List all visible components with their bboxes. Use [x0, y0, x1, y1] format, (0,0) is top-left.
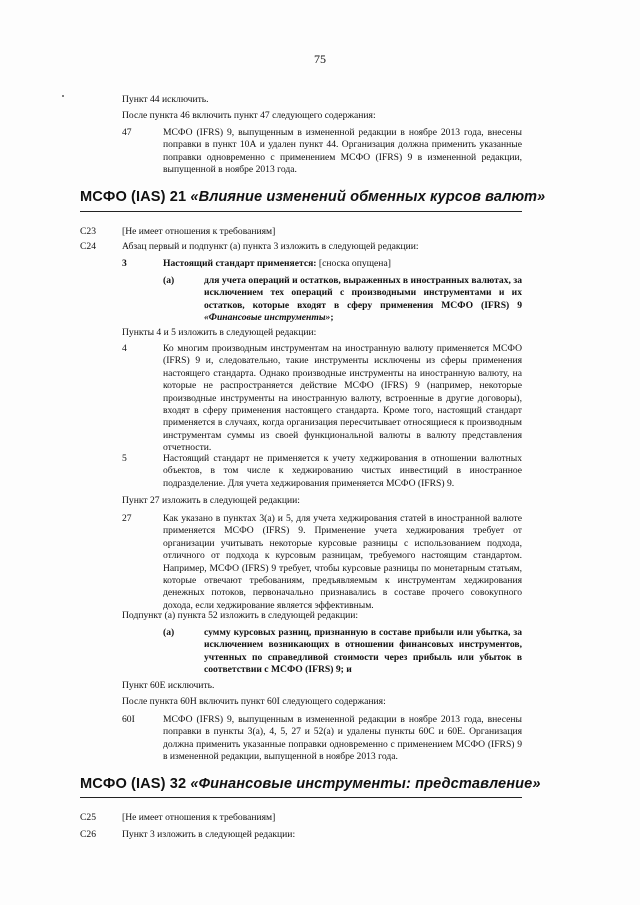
para-3-number: 3: [122, 258, 127, 269]
c23-text: [Не имеет отношения к требованиям]: [122, 226, 276, 237]
scan-speck: [62, 95, 64, 97]
para-3a-label: (a): [163, 275, 175, 286]
heading-ias21-title: «Влияние изменений обменных курсов валют»: [190, 189, 546, 205]
para-3-bold: Настоящий стандарт применяется:: [163, 258, 317, 269]
para-5-text: Настоящий стандарт не применяется к учету хеджирования в отношении валютных объектов, в том числе к хеджированию чистых инвестиций в иностранное подразделение. Для учета хеджирования применяется МСФО (IFRS) 9.: [163, 453, 522, 489]
para-3a-main: для учета операций и остатков, выраженных в иностранных валютах, за исключением тех операций с производными инструментами и их остатков, которые входят в сферу применения МСФО (IFRS) 9: [204, 275, 522, 311]
page-number: 75: [314, 52, 326, 66]
paragraph-insert-60i: После пункта 60Н включить пункт 60I следующего содержания:: [122, 696, 386, 707]
c26-number: C26: [80, 829, 96, 840]
heading-ias21-code: МСФО (IAS) 21: [80, 189, 191, 205]
para-3a-end: ;: [330, 312, 334, 324]
para-47-text: МСФО (IFRS) 9, выпущенным в измененной редакции в ноябре 2013 года, внесены поправки в пункт 10А и удален пункт 44. Организация должна применить указанные поправки одновременно с применением МСФО (IFRS) 9 в измененной редакции, выпущенной в ноябре 2013 года.: [163, 127, 522, 176]
paragraph-change-4-5: Пункты 4 и 5 изложить в следующей редакции:: [122, 327, 317, 338]
heading-underline: [80, 797, 522, 798]
paragraph-change-27: Пункт 27 изложить в следующей редакции:: [122, 495, 300, 506]
c24-text: Абзац первый и подпункт (а) пункта 3 изложить в следующей редакции:: [122, 241, 419, 252]
paragraph-change-52: Подпункт (а) пункта 52 изложить в следующей редакции:: [122, 610, 359, 621]
para-3-text: [163, 258, 522, 270]
para-4-text: Ко многим производным инструментам на иностранную валюту применяется МСФО (IFRS) 9 и, следовательно, такие инструменты исключены из сферы применения настоящего стандарта. Однако производные инструменты на иностранную валюту, на которые не распространяется действие МСФО (IFRS) 9 (например, некоторые производные инструменты на иностранную валюту, встроенные в другие договоры), входят в сферу применения настоящего стандарта. Кроме того, настоящий стандарт применяется в случаях, когда организация пересчитывает относящиеся к производным инструментам суммы из своей функциональной валюты в валюту представления отчетности.: [163, 343, 522, 454]
c25-text: [Не имеет отношения к требованиям]: [122, 812, 276, 823]
heading-underline: [80, 211, 522, 212]
para-27-text: Как указано в пунктах 3(а) и 5, для учета хеджирования статей в иностранной валюте применяется МСФО (IFRS) 9. Применение учета хеджирования требует от организации учитывать некоторые курсовые разницы с использованием подхода, отличного от подхода к курсовым разницам, требуемого настоящим стандартом. Например, МСФО (IFRS) 9 требует, чтобы курсовые разницы по монетарным статьям, которые отвечают требованиям, предъявляемым к инструментам хеджирования денежных потоков, первоначально признавались в составе прочего совокупного дохода, если хеджирование является эффективным.: [163, 513, 522, 611]
section-heading-ias32: [80, 778, 541, 790]
heading-ias32-code: МСФО (IAS) 32: [80, 776, 191, 792]
para-60i-text: МСФО (IFRS) 9, выпущенным в измененной редакции в ноябре 2013 года, внесены поправки в пункты 3(а), 4, 5, 27 и 52(а) и удалены пункты 60С и 60Е. Организация должна применить указанные поправки одновременно с применением МСФО (IFRS) 9 в измененной редакции, выпущенной в ноябре 2013 года.: [163, 714, 522, 763]
para-3a-italic: «Финансовые инструменты»: [204, 312, 331, 324]
c24-number: C24: [80, 241, 96, 252]
paragraph-remove-60e: Пункт 60Е исключить.: [122, 680, 215, 691]
section-heading-ias21: [80, 191, 545, 203]
c23-number: C23: [80, 226, 96, 237]
paragraph-insert-47: После пункта 46 включить пункт 47 следующего содержания:: [122, 110, 376, 121]
para-47-number: 47: [122, 127, 132, 138]
para-52a-label: (a): [163, 627, 175, 638]
para-3-rest: [сноска опущена]: [316, 258, 391, 269]
para-3a-text: [204, 275, 522, 325]
para-5-number: 5: [122, 453, 127, 464]
c25-number: C25: [80, 812, 96, 823]
para-52a-text: сумму курсовых разниц, признанную в составе прибыли или убытка, за исключением возникающих в отношении финансовых инструментов, учтенных по справедливой стоимости через прибыль или убыток в соответствии с МСФО (IFRS) 9; и: [204, 627, 522, 676]
para-4-number: 4: [122, 343, 127, 354]
heading-ias32-title: «Финансовые инструменты: представление»: [190, 776, 541, 792]
para-60i-number: 60I: [122, 714, 135, 725]
c26-text: Пункт 3 изложить в следующей редакции:: [122, 829, 296, 840]
para-27-number: 27: [122, 513, 132, 524]
paragraph-remove-44: Пункт 44 исключить.: [122, 94, 209, 105]
